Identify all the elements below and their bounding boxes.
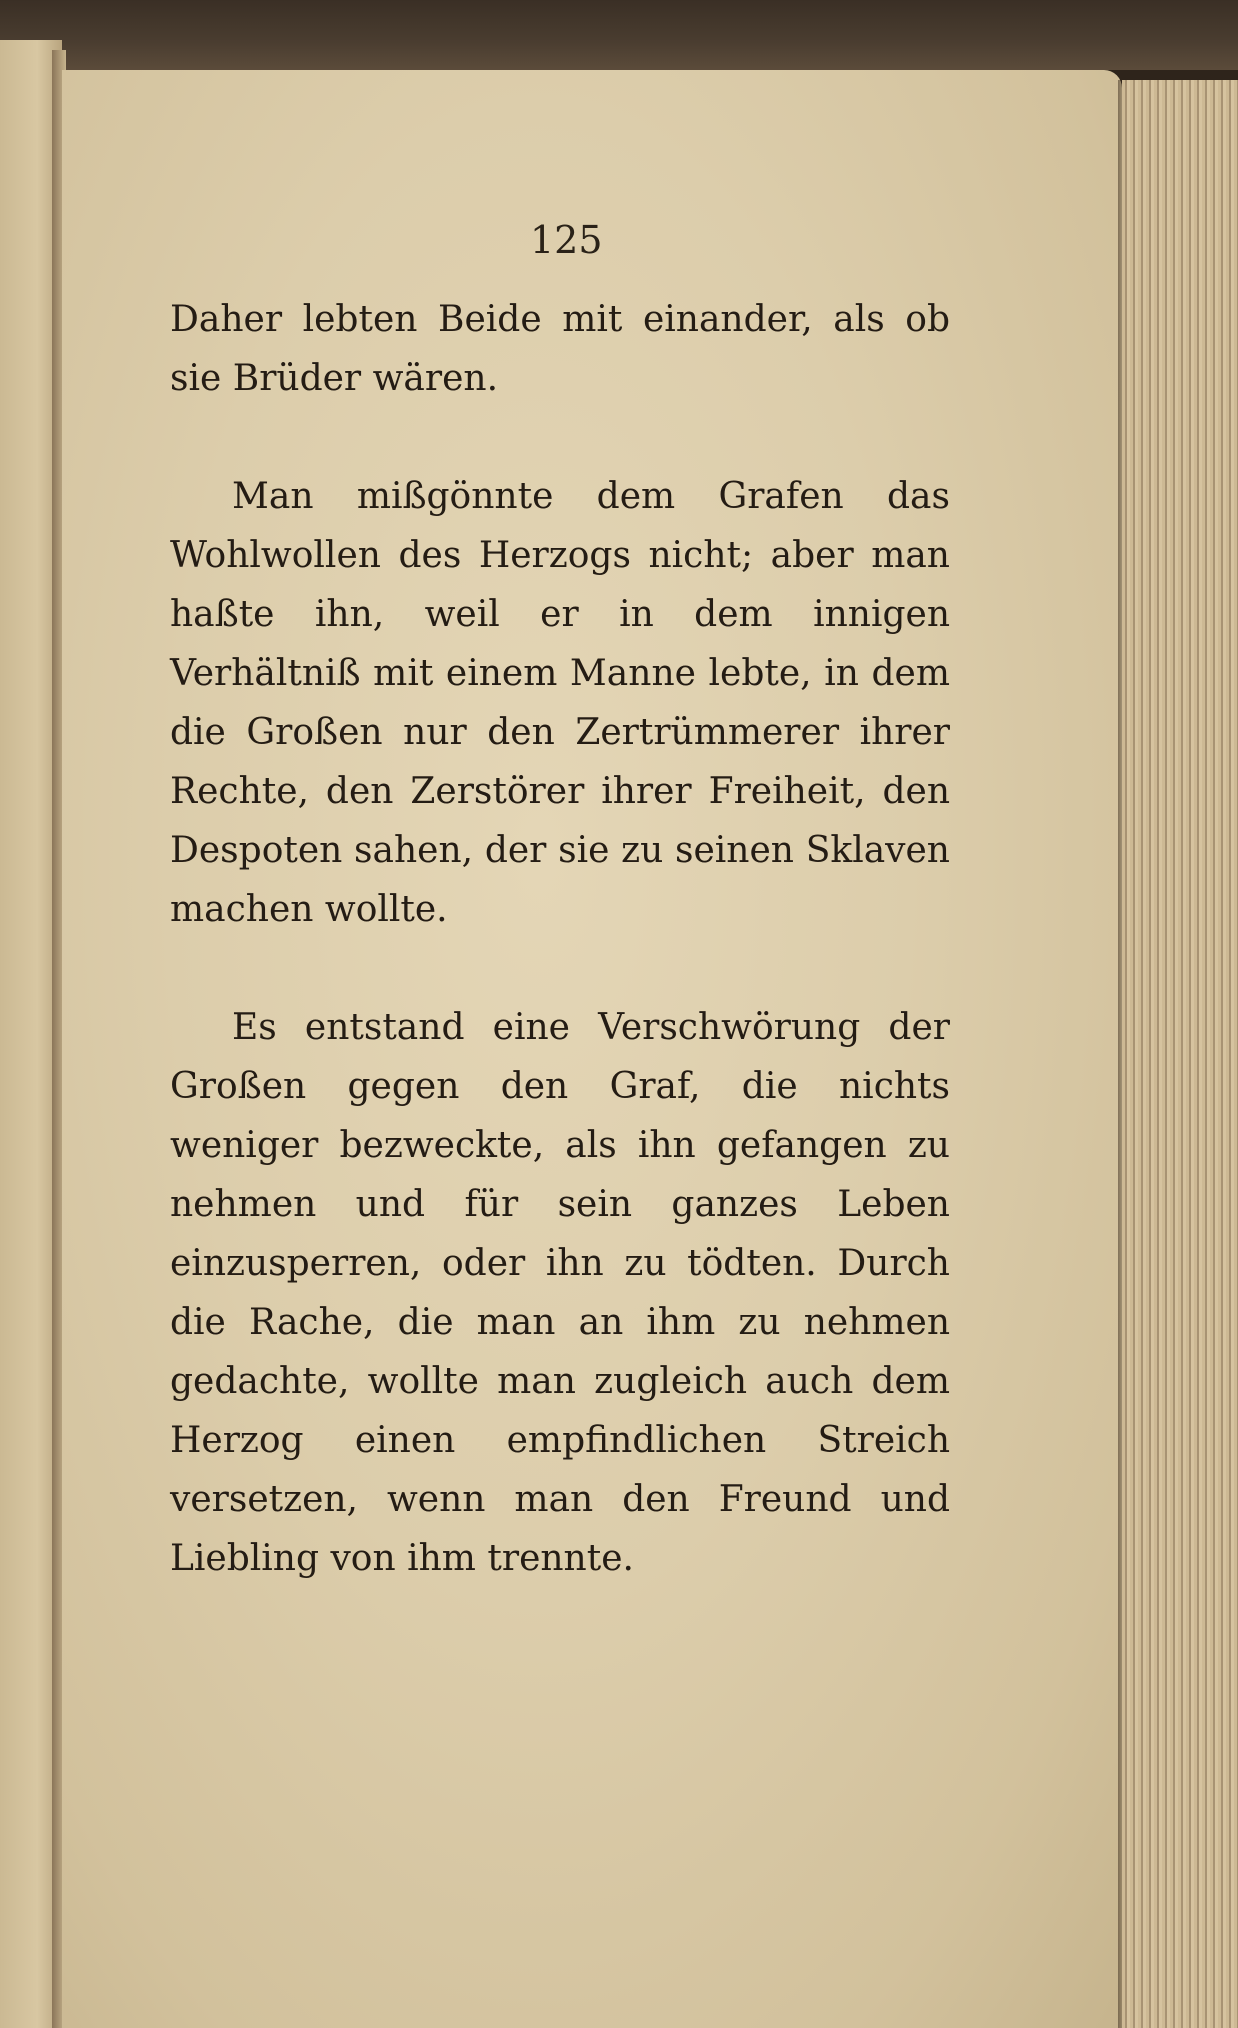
paragraph-3: Es entstand eine Verschwörung der Großen gegen den Graf, die nichts weniger bezweckte, als ihn gefangen zu nehmen und für sein ganzes Leben einzusperren, oder ihn zu tödten. Durch die Rache, die man an ihm zu nehmen gedachte, wollte man zugleich auch dem Herzog einen empfindlichen Streich versetzen, wenn man den Freund und Liebling von ihm trennte. [170,1007,950,1579]
paragraph-1: Daher lebten Beide mit einander, als ob sie Brüder wären. [170,299,950,399]
page-number: 125 [530,218,603,262]
stacked-page-edges [1122,80,1238,2028]
book-cover-edge [0,0,1238,70]
paragraph-2: Man mißgönnte dem Grafen das Wohlwollen des Herzogs nicht; aber man haßte ihn, weil er in dem innigen Verhältniß mit einem Manne lebte, in dem die Großen nur den Zertrümmerer ihrer Rechte, den Zerstörer ihrer Freiheit, den Despoten sahen, der sie zu seinen Sklaven machen wollte. [170,476,950,930]
paragraph-gap [170,939,950,998]
page-text [170,290,950,1588]
paragraph-gap [170,408,950,467]
